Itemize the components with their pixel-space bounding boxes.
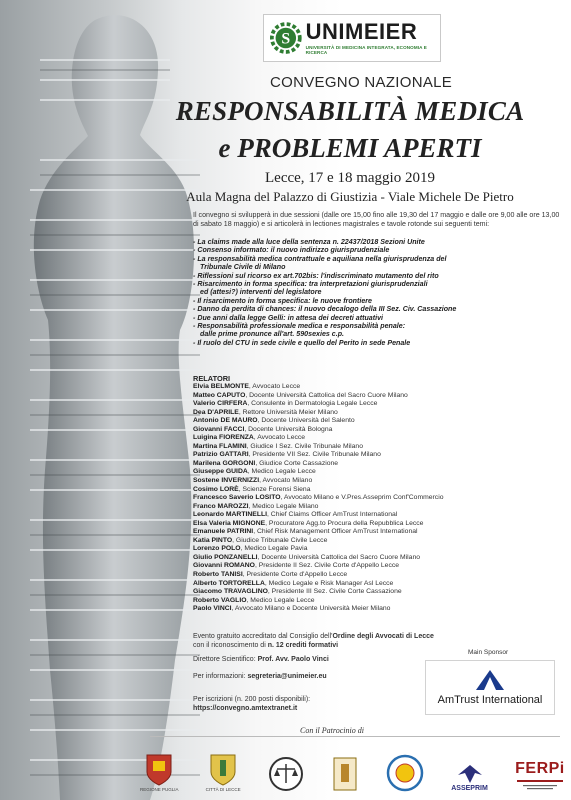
speaker-item (193, 537, 563, 546)
speaker-name: Katia PINTO (193, 536, 233, 544)
intro-paragraph: Il convegno si svilupperà in due sessioni (dalle ore 15,00 fino alle 19,30 del 17 maggio e dalle ore 9,00 alle ore 13,00 di sabato 18 maggio) e si articolerà in lectiones magistrales e tavole rotonde sui seguenti temi: (193, 211, 560, 228)
speaker-name: Patrizio GATTARI (193, 451, 249, 459)
speaker-role: , Medico Legale Milano (248, 502, 319, 510)
speaker-role: , Giudice Tribunale Civile Lecce (232, 536, 328, 544)
ordine-avvocati-logo (268, 756, 304, 792)
speaker-item (193, 571, 563, 580)
speaker-role: , Medico Legale Pavia (240, 545, 308, 553)
topic-item: - La claims made alla luce della sentenza n. 22437/2018 Sezioni Unite (193, 238, 425, 246)
speaker-item (193, 588, 563, 597)
speaker-name: Matteo CAPUTO (193, 391, 246, 399)
ferpi-logo (515, 760, 565, 792)
speaker-role: , Presidente VII Sez. Civile Tribunale Milano (248, 451, 381, 459)
speaker-name: Dea D'APRILE (193, 408, 239, 416)
speaker-name: Lorenzo POLO (193, 545, 241, 553)
accreditation-text (193, 632, 483, 650)
speaker-item (193, 605, 563, 614)
speaker-name: Leonardo MARTINELLI (193, 511, 268, 519)
topic-item: Tribunale Civile di Milano (200, 263, 286, 272)
speaker-role: , Chief Claims Officer AmTrust International (267, 511, 398, 519)
title-line-2: e PROBLEMI APERTI (218, 133, 482, 163)
patron-logos-row (140, 742, 565, 792)
asseprim-caption: ASSEPRIM (451, 785, 488, 792)
main-sponsor-label: Main Sponsor (468, 649, 509, 656)
speaker-role: , Rettore Università Meier Milano (238, 408, 338, 416)
amtrust-triangle-icon (473, 669, 507, 691)
speaker-role: , Medico Legale Lecce (247, 468, 316, 476)
logo-name: UNIMEIER (305, 19, 418, 44)
title-line-1: RESPONSABILITÀ MEDICA (175, 96, 525, 126)
speaker-name: Alberto TORTORELLA (193, 579, 265, 587)
registration-url-link[interactable]: https://convegno.amtextranet.it (193, 705, 298, 712)
speaker-role: , Docente Università Cattolica del Sacro Cuore Milano (257, 553, 421, 561)
convegno-label: CONVEGNO NAZIONALE (270, 74, 453, 91)
regione-puglia-caption: REGIONE PUGLIA (140, 787, 179, 792)
speaker-name: Antonio DE MAURO (193, 417, 258, 425)
speaker-item (193, 580, 563, 589)
speaker-item (193, 468, 563, 477)
patrocinio-divider (150, 736, 560, 737)
gear-s-logo-icon (270, 21, 302, 55)
speaker-item (193, 426, 563, 435)
accreditation-order: Ordine degli Avvocati di Lecce (332, 633, 434, 640)
topic-item: - Responsabilità professionale medica e responsabilità penale: (193, 322, 406, 331)
speaker-name: Giovanni ROMANO (193, 562, 255, 570)
speaker-item (193, 434, 563, 443)
speaker-name: Marilena GORGONI (193, 459, 256, 467)
speaker-item (193, 545, 563, 554)
speaker-item (193, 443, 563, 452)
speaker-name: Roberto VAGLIO (193, 596, 247, 604)
speaker-name: Giuseppe GUIDA (193, 468, 248, 476)
regione-puglia-crest-icon (144, 752, 174, 786)
speaker-role: , Avvocato Milano e V.Pres.Asseprim Conf'Commercio (280, 494, 444, 502)
logo-subtitle: UNIVERSITÀ DI MEDICINA INTEGRATA, ECONOMIA E RICERCA (305, 45, 427, 55)
speaker-role: , Procuratore Agg.to Procura della Repubblica Lecce (265, 519, 424, 527)
speaker-role: , Docente Università Cattolica del Sacro Cuore Milano (245, 391, 408, 399)
speaker-role: , Avvocato Lecce (253, 434, 306, 442)
speaker-role: , Giudice I Sez. Civile Tribunale Milano (246, 442, 363, 450)
speaker-role: , Presidente Corte d'Appello Lecce (242, 571, 348, 579)
speaker-item (193, 451, 563, 460)
speaker-item (193, 400, 563, 409)
director-label: Direttore Scientifico: (193, 656, 258, 663)
speaker-role: , Presidente II Sez. Civile Corte d'Appello Lecce (254, 562, 400, 570)
regione-puglia-logo (140, 752, 179, 792)
speaker-role: , Docente Università del Salento (257, 417, 355, 425)
speaker-name: Cosimo LORÈ (193, 485, 239, 493)
speaker-role: , Avvocato Milano e Docente Università Meier Milano (231, 605, 391, 613)
scales-seal-icon (268, 756, 304, 792)
speaker-role: , Chief Risk Management Officer AmTrust International (253, 528, 418, 536)
topic-item: - Il ruolo del CTU in sede civile e quello del Perito in sede Penale (193, 338, 411, 347)
citta-lecce-logo (206, 752, 241, 792)
avmonie-logo (331, 756, 359, 792)
speaker-role: , Giudice Corte Cassazione (255, 459, 339, 467)
speaker-name: Martina FLAMINI (193, 442, 247, 450)
speaker-item (193, 383, 563, 392)
topic-item: - Danno da perdita di chances: il nuovo decalogo della III Sez. Civ. Cassazione (193, 305, 457, 314)
speaker-name: Valerio CIRFERA (193, 400, 248, 408)
speaker-name: Giacomo TRAVAGLINO (193, 588, 268, 596)
speaker-name: Roberto TANISI (193, 571, 243, 579)
speaker-name: Emanuele PATRINI (193, 528, 254, 536)
speaker-item (193, 486, 563, 495)
svg-text:S: S (281, 30, 291, 48)
topic-item: - Riflessioni sul ricorso ex art.702bis: l'indiscriminato mutamento del rito (193, 271, 439, 280)
citta-lecce-caption: CITTÀ DI LECCE (205, 787, 241, 792)
speaker-role: , Scienze Forensi Siena (238, 485, 311, 493)
speakers-list (193, 383, 563, 614)
speaker-role: , Presidente III Sez. Civile Corte Cassazione (267, 588, 402, 596)
patrocinio-label: Con il Patrocinio di (300, 726, 364, 735)
director-name: Prof. Avv. Paolo Vinci (257, 656, 329, 663)
speaker-item (193, 528, 563, 537)
topic-item: dalle prime pronunce all'art. 590sexies c.p. (200, 330, 345, 339)
speaker-item (193, 477, 563, 486)
ring-seal-icon (386, 754, 424, 792)
ferpi-underline-icon (515, 778, 565, 792)
speaker-item (193, 597, 563, 606)
speaker-item (193, 554, 563, 563)
unimeier-logo (263, 14, 441, 62)
speaker-item (193, 503, 563, 512)
topic-item: - Due anni dalla legge Gelli: in attesa dei decreti attuativi (193, 313, 384, 322)
topic-item: - Risarcimento in forma specifica: tra interpretazioni giurisprudenziali (193, 280, 428, 289)
topic-item: - Il risarcimento in forma specifica: le nuove frontiere (193, 296, 372, 305)
event-date: Lecce, 17 e 18 maggio 2019 (265, 170, 435, 186)
topic-item: - Consenso informato: il nuovo indirizzo giurisprudenziale (193, 246, 390, 255)
tower-emblem-icon (331, 756, 359, 792)
speaker-item (193, 562, 563, 571)
sponsor-name: AmTrust International (437, 694, 543, 706)
speaker-item (193, 460, 563, 469)
accreditation-credits: n. 12 crediti formativi (267, 642, 339, 649)
speaker-role: , Avvocato Milano (259, 477, 313, 485)
speaker-name: Giulio PONZANELLI (193, 553, 258, 561)
speaker-role: , Consulente in Dermatologia Legale Lecce (247, 400, 378, 408)
speaker-name: Elvia BELMONTE (193, 383, 249, 390)
speaker-role: , Docente Università Bologna (244, 425, 333, 433)
speaker-role: , Avvocato Lecce (248, 383, 301, 390)
info-label: Per informazioni: (193, 673, 248, 680)
topic-item: ed (attesi?) interventi del legislatore (200, 288, 322, 297)
speaker-name: Giovanni FACCI (193, 425, 245, 433)
amtrust-sponsor-logo (425, 660, 555, 715)
speaker-name: Luigina FIORENZA (193, 434, 254, 442)
speaker-name: Paolo VINCI (193, 605, 232, 613)
speaker-name: Elsa Valeria MIGNONE (193, 519, 266, 527)
accreditation-mid: con il riconoscimento di (193, 642, 268, 649)
relatori-heading: RELATORI (193, 374, 231, 383)
topic-item: - La responsabilità medica contrattuale e aquiliana nella giurisprudenza del (193, 254, 447, 263)
eagle-icon (455, 761, 485, 785)
info-email-link[interactable]: segreteria@unimeier.eu (247, 673, 327, 680)
speaker-item (193, 392, 563, 401)
speaker-name: Francesco Saverio LOSITO (193, 494, 281, 502)
topics-list (193, 238, 565, 347)
speaker-item (193, 511, 563, 520)
speaker-item (193, 409, 563, 418)
speaker-item (193, 417, 563, 426)
info-line (193, 673, 327, 680)
event-venue: Aula Magna del Palazzo di Giustizia - Viale Michele De Pietro (186, 189, 514, 204)
scientific-director (193, 656, 329, 663)
lecce-crest-icon (209, 752, 237, 786)
ferpi-caption: FERPi (515, 760, 565, 777)
accreditation-pre: Evento gratuito accreditato dal Consiglio dell' (193, 633, 333, 640)
speaker-name: Sostene INVERNIZZI (193, 477, 260, 485)
speaker-role: , Medico Legale Lecce (246, 596, 315, 604)
speaker-item (193, 494, 563, 503)
speaker-item (193, 520, 563, 529)
registration-label: Per iscrizioni (n. 200 posti disponibili): (193, 696, 311, 703)
asseprim-logo (451, 761, 488, 792)
speaker-role: , Medico Legale e Risk Manager Asl Lecce (264, 579, 394, 587)
speaker-name: Franco MAROZZI (193, 502, 249, 510)
registration-info (193, 695, 310, 713)
circular-association-logo (386, 754, 424, 792)
